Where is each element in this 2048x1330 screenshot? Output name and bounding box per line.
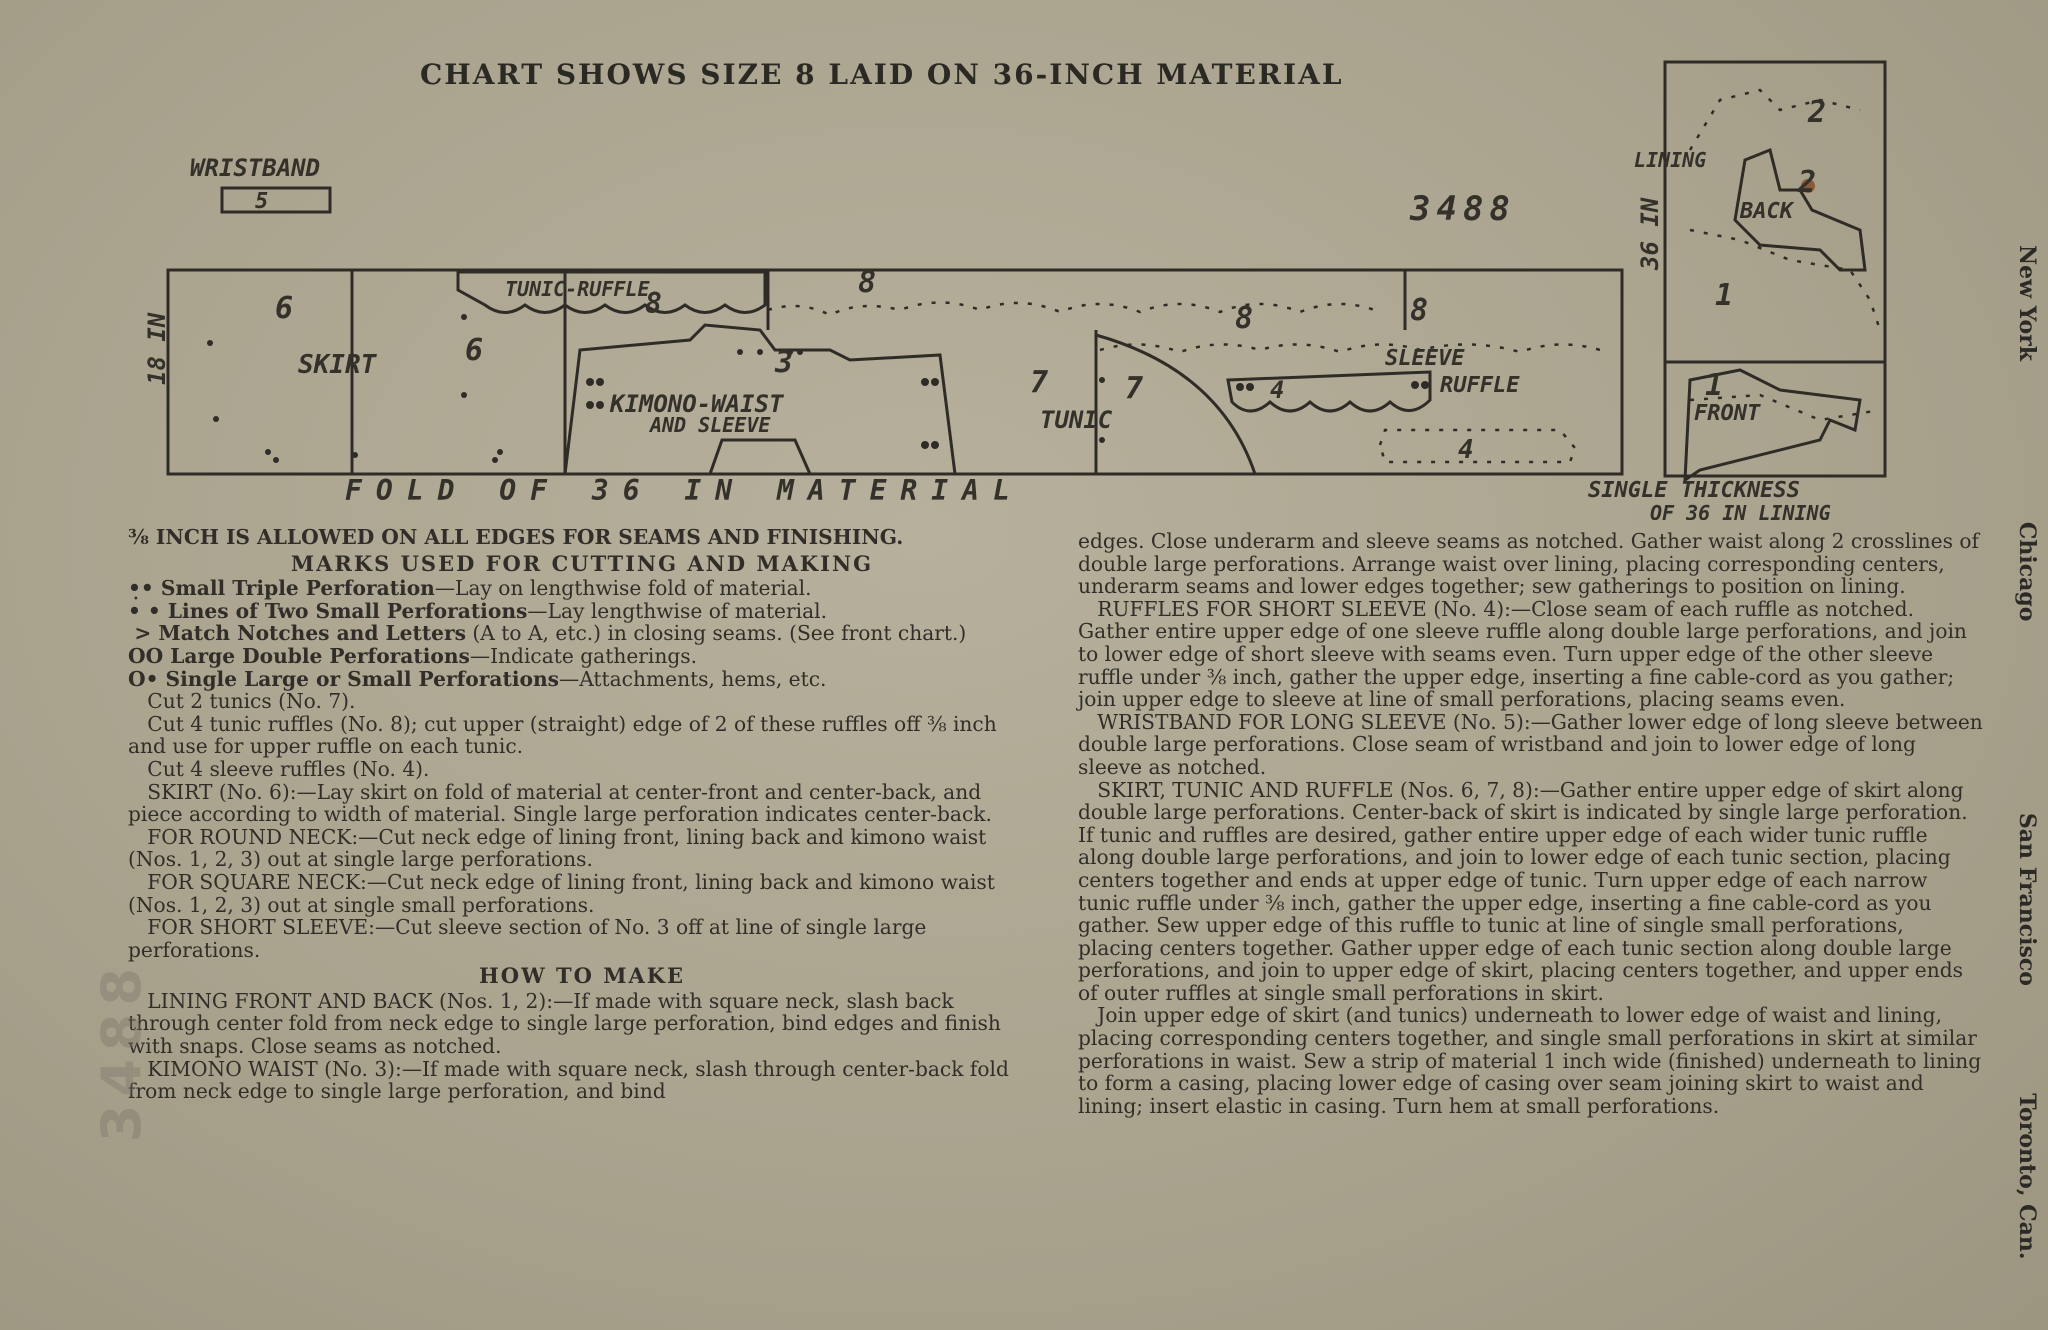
of-lining-label: OF 36 IN LINING: [1650, 501, 1831, 520]
piece-8c: 8: [1235, 301, 1254, 336]
piece-kimono-2: AND SLEEVE: [650, 413, 771, 437]
piece-4b: 4: [1458, 435, 1474, 465]
right-paragraph: SKIRT, TUNIC AND RUFFLE (Nos. 6, 7, 8):—Gather entire upper edge of skirt along double large perforations. Center-back of skirt is indicated by single large perforation. If tunic and ruffles are desired, gather entire upper edge of each wider tunic ruffle along double large perforations, and join to lower edge of each tunic section, placing centers together and ends at upper edge of tunic. Turn upper edge of each narrow tunic ruffle under ⅜ inch, gather the upper edge, inserting a fine cable-cord as you gather. Sew upper edge of this ruffle to tunic at line of single small perforations, placing centers together. Gather upper edge of each tunic section along double large perforations, and join to upper edge of skirt, placing centers together, and upper ends of outer ruffles at single small perforations in skirt.: [1078, 777, 1968, 1005]
piece-8b: 8: [858, 265, 877, 300]
left-paragraph: LINING FRONT AND BACK (Nos. 1, 2):—If made with square neck, slash back through center fold from neck edge to single large perforation, bind edges and finish with snaps. Close seams as notched.: [128, 988, 1001, 1059]
lining-label: LINING: [1634, 148, 1707, 172]
piece-6a: 6: [275, 291, 294, 326]
wristband-label: WRISTBAND: [190, 154, 321, 182]
single-thickness-label: SINGLE THICKNESS: [1588, 478, 1800, 503]
left-paragraph: KIMONO WAIST (No. 3):—If made with square neck, slash through center-back fold from neck edge to single large perforation, and bind: [128, 1056, 1009, 1104]
left-paragraph: SKIRT (No. 6):—Lay skirt on fold of material at center-front and center-back, and piece according to width of material. Single large perforation indicates center-back.: [128, 779, 992, 827]
right-paragraph: RUFFLES FOR SHORT SLEEVE (No. 4):—Close seam of each ruffle as notched. Gather entire upper edge of one sleeve ruffle along double large perforations, and join to lower edge of short sleeve with seams even. Turn upper edge of the other sleeve ruffle under ⅜ inch, gather the upper edge, inserting a fine cable-cord as you gather; join upper edge to sleeve at line of small perforations, placing seams even.: [1078, 596, 1967, 712]
piece-7b: 7: [1125, 371, 1144, 406]
piece-kimono-1: KIMONO-WAIST: [610, 390, 784, 418]
cutting-chart: [0, 0, 2048, 520]
faded-stamp: 3488: [90, 960, 153, 1143]
wristband-number: 5: [255, 189, 269, 214]
piece-2a: 2: [1808, 95, 1827, 130]
piece-4a: 4: [1270, 376, 1285, 404]
right-paragraph: WRISTBAND FOR LONG SLEEVE (No. 5):—Gather lower edge of long sleeve between double large perforations. Close seam of wristband and join to lower edge of long sleeve as notched.: [1078, 709, 1983, 779]
left-paragraph: • • Lines of Two Small Perforations—Lay lengthwise of material.: [128, 598, 828, 623]
piece-tunic: TUNIC: [1040, 406, 1113, 434]
piece-ruffle: RUFFLE: [1440, 373, 1520, 398]
instructions-left-column: [128, 526, 1036, 1103]
piece-1b: 1: [1705, 368, 1724, 403]
left-paragraph: Cut 4 tunic ruffles (No. 8); cut upper (straight) edge of 2 of these ruffles off ⅜ inch and use for upper ruffle on each tunic.: [128, 711, 997, 759]
left-paragraph: Cut 4 sleeve ruffles (No. 4).: [128, 756, 430, 781]
perforation-marks: [207, 179, 1815, 463]
left-heading: HOW TO MAKE: [478, 963, 686, 989]
piece-3: 3: [775, 345, 794, 380]
piece-sleeve: SLEEVE: [1385, 346, 1465, 371]
pattern-number: 3488: [1410, 189, 1516, 229]
right-paragraph: Join upper edge of skirt (and tunics) underneath to lower edge of waist and lining, placing corresponding centers together, and single small perforations in skirt at similar perforations in waist. Sew a strip of material 1 inch wide (finished) underneath to lining to form a casing, placing lower edge of casing over seam joining skirt to waist and lining; insert elastic in casing. Turn hem at small perforations.: [1078, 1003, 1982, 1118]
piece-skirt: SKIRT: [298, 350, 377, 380]
publisher-cities: New York Chicago San Francisco Toronto, Can.: [2014, 245, 2040, 1260]
left-paragraph: O• Single Large or Small Perforations—Attachments, hems, etc.: [128, 666, 827, 691]
piece-tunic-ruffle: TUNIC-RUFFLE: [505, 277, 650, 301]
left-paragraph: Cut 2 tunics (No. 7).: [128, 689, 356, 714]
instructions-right-column: [1078, 530, 1984, 1117]
piece-8d: 8: [1410, 293, 1429, 328]
left-paragraph: ⅜ INCH IS ALLOWED ON ALL EDGES FOR SEAMS AND FINISHING.: [128, 525, 904, 549]
piece-1a: 1: [1715, 278, 1734, 313]
left-heading: MARKS USED FOR CUTTING AND MAKING: [290, 550, 874, 576]
fold-label: FOLD OF 36 IN MATERIAL: [345, 474, 1024, 507]
left-paragraph: •̣• Small Triple Perforation—Lay on lengthwise fold of material.: [128, 576, 812, 601]
width-label-18: 18 IN: [143, 312, 171, 385]
left-paragraph: OO Large Double Perforations—Indicate gatherings.: [128, 643, 698, 668]
piece-6b: 6: [465, 333, 484, 368]
wristband-piece: [222, 188, 330, 212]
left-paragraph: FOR SQUARE NECK:—Cut neck edge of lining front, lining back and kimono waist (Nos. 1, 2, 3) out at single small perforations.: [128, 869, 995, 917]
piece-front: FRONT: [1694, 401, 1761, 426]
left-paragraph: FOR ROUND NECK:—Cut neck edge of lining front, lining back and kimono waist (Nos. 1, 2, 3) out at single large perforations.: [128, 824, 987, 872]
chart-title: CHART SHOWS SIZE 8 LAID ON 36-INCH MATERIAL: [420, 58, 1344, 91]
piece-back: BACK: [1740, 199, 1793, 224]
left-paragraph: > Match Notches and Letters (A to A, etc.) in closing seams. (See front chart.): [134, 621, 967, 646]
lining-width-label: 36 IN: [1636, 197, 1664, 270]
piece-8a: 8: [645, 287, 662, 320]
left-paragraph: FOR SHORT SLEEVE:—Cut sleeve section of No. 3 off at line of single large perforations.: [128, 915, 927, 962]
piece-2b: 2: [1798, 165, 1817, 200]
piece-7a: 7: [1030, 365, 1049, 400]
right-paragraph: edges. Close underarm and sleeve seams as notched. Gather waist along 2 crosslines of double large perforations. Arrange waist over lining, placing corresponding centers, underarm seams and lower edges together; sew gatherings to position on lining.: [1078, 529, 1979, 599]
